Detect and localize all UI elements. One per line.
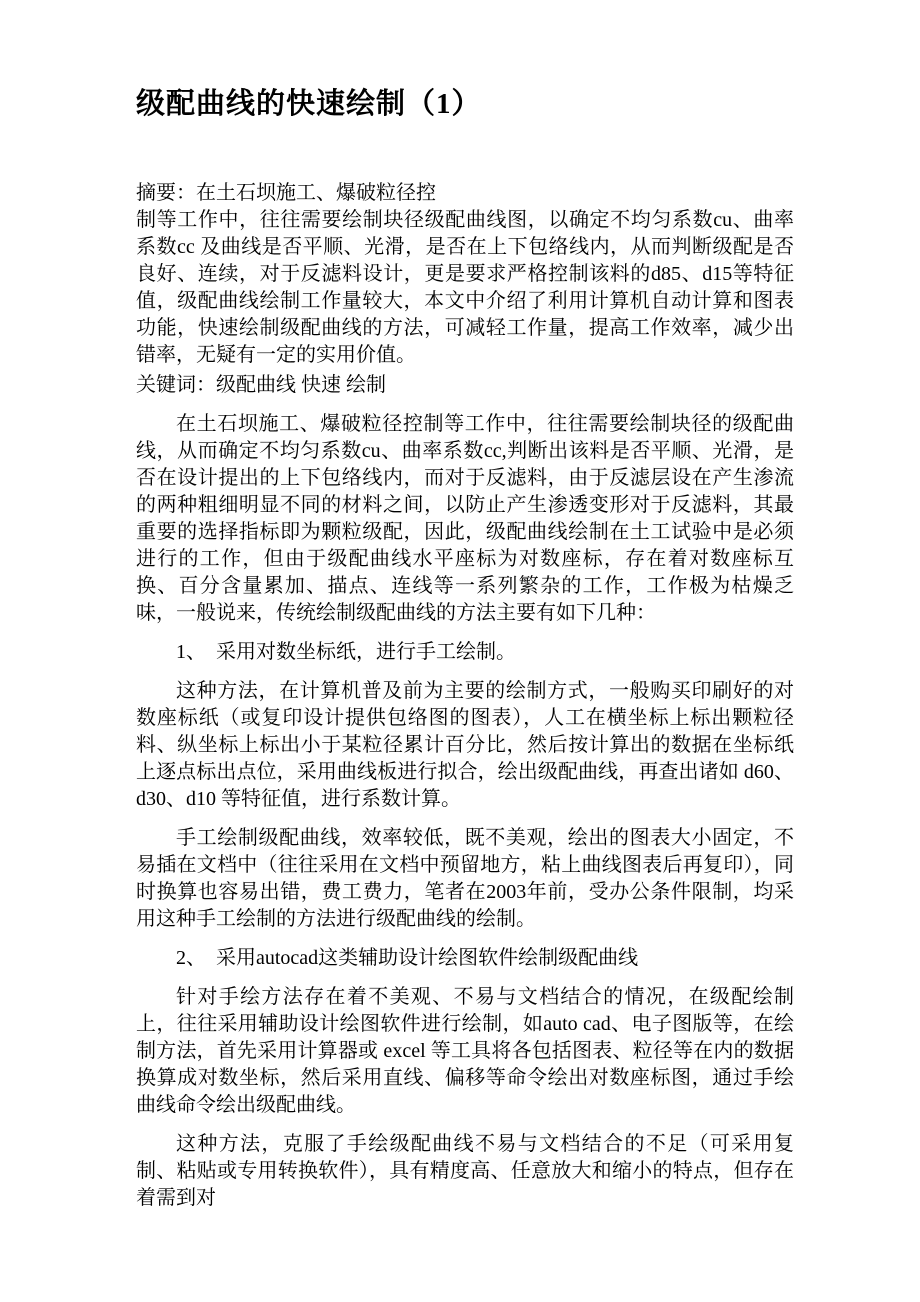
document-title: 级配曲线的快速绘制（1） xyxy=(136,88,482,120)
method-2-paragraph-2: 这种方法，克服了手绘级配曲线不易与文档结合的不足（可采用复制、粘贴或专用转换软件），具有精度高、任意放大和缩小的特点，但存在着需到对 xyxy=(136,1133,794,1209)
method-2-heading: 2、 采用autocad这类辅助设计绘图软件绘制级配曲线 xyxy=(176,947,639,969)
method-1-paragraph-2: 手工绘制级配曲线，效率较低，既不美观，绘出的图表大小固定，不易插在文档中（往往采用在文档中预留地方，粘上曲线图表后再复印），同时换算也容易出错，费工费力，笔者在2003年前，受办公条件限制，均采用这种手工绘制的方法进行级配曲线的绘制。 xyxy=(136,827,794,930)
method-1-paragraph-1: 这种方法，在计算机普及前为主要的绘制方式，一般购买印刷好的对数座标纸（或复印设计提供包络图的图表），人工在横坐标上标出颗粒径料、纵坐标上标出小于某粒径累计百分比，然后按计算出的数据在坐标纸上逐点标出点位，采用曲线板进行拟合，绘出级配曲线，再查出诸如 d60、d30、d10 等特征值，进行系数计算。 xyxy=(136,680,794,810)
method-1-heading: 1、 采用对数坐标纸，进行手工绘制。 xyxy=(176,641,516,663)
abstract-paragraph: 制等工作中，往往需要绘制块径级配曲线图，以确定不均匀系数cu、曲率系数cc 及曲线是否平顺、光滑，是否在上下包络线内，从而判断级配是否良好、连续，对于反滤料设计，更是要求严格控制该料的d85、d15等特征值，级配曲线绘制工作量较大，本文中介绍了利用计算机自动计算和图表功能，快速绘制级配曲线的方法，可减轻工作量，提高工作效率，减少出错率，无疑有一定的实用价值。 xyxy=(136,209,794,366)
keywords-line: 关键词：级配曲线 快速 绘制 xyxy=(136,374,386,396)
document-content xyxy=(136,86,794,1224)
intro-paragraph: 在土石坝施工、爆破粒径控制等工作中，往往需要绘制块径的级配曲线，从而确定不均匀系数cu、曲率系数cc,判断出该料是否平顺、光滑，是否在设计提出的上下包络线内，而对于反滤料，由于反滤层设在产生渗流的两种粗细明显不同的材料之间，以防止产生渗透变形对于反滤料，其最重要的选择指标即为颗粒级配，因此，级配曲线绘制在土工试验中是必须进行的工作，但由于级配曲线水平座标为对数座标，存在着对数座标互换、百分含量累加、描点、连线等一系列繁杂的工作，工作极为枯燥乏味，一般说来，传统绘制级配曲线的方法主要有如下几种： xyxy=(136,413,794,624)
method-2-paragraph-1: 针对手绘方法存在着不美观、不易与文档结合的情况，在级配绘制上，往往采用辅助设计绘图软件进行绘制，如auto cad、电子图版等，在绘制方法，首先采用计算器或 excel 等工具将各包括图表、粒径等在内的数据换算成对数坐标，然后采用直线、偏移等命令绘出对数座标图，通过手绘曲线命令绘出级配曲线。 xyxy=(136,986,794,1116)
abstract-label-line: 摘要：在土石坝施工、爆破粒径控 xyxy=(136,182,436,204)
